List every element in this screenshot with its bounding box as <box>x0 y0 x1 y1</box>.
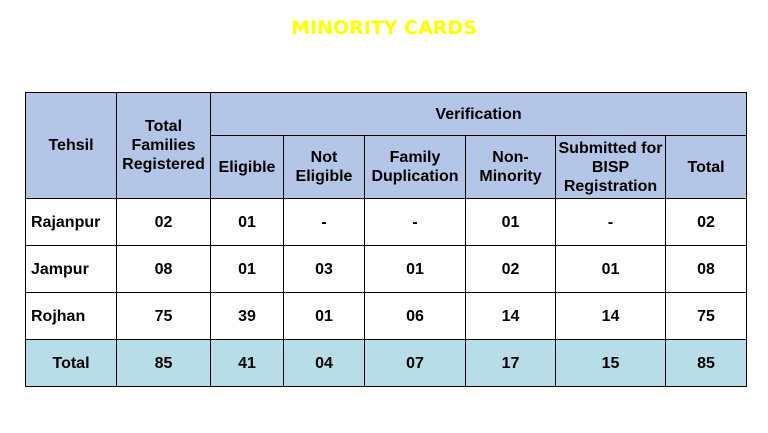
header-verification: Verification <box>211 93 747 136</box>
cell: 08 <box>666 246 747 293</box>
tehsil-cell: Rojhan <box>26 293 117 340</box>
cell: 01 <box>284 293 365 340</box>
cell: 15 <box>556 340 666 387</box>
cell: - <box>556 199 666 246</box>
table-row <box>26 199 747 246</box>
table-row <box>26 293 747 340</box>
cell: 02 <box>466 246 556 293</box>
table-row <box>26 246 747 293</box>
cell: 01 <box>556 246 666 293</box>
cell: 04 <box>284 340 365 387</box>
cell: 75 <box>117 293 211 340</box>
header-tehsil: Tehsil <box>26 93 117 199</box>
header-submitted-bisp: Submitted for BISP Registration <box>556 136 666 199</box>
cell: 08 <box>117 246 211 293</box>
cell: 39 <box>211 293 284 340</box>
tehsil-cell: Jampur <box>26 246 117 293</box>
cell: 02 <box>666 199 747 246</box>
cell: 14 <box>466 293 556 340</box>
cell: - <box>284 199 365 246</box>
header-row <box>26 93 747 136</box>
cell: 02 <box>117 199 211 246</box>
cell: 85 <box>117 340 211 387</box>
cell: 41 <box>211 340 284 387</box>
cell: 17 <box>466 340 556 387</box>
cell: 85 <box>666 340 747 387</box>
cell: 07 <box>365 340 466 387</box>
header-total-families: Total Families Registered <box>117 93 211 199</box>
header-family-duplication: Family Duplication <box>365 136 466 199</box>
cell: 75 <box>666 293 747 340</box>
header-non-minority: Non-Minority <box>466 136 556 199</box>
header-total: Total <box>666 136 747 199</box>
total-row <box>26 340 747 387</box>
header-eligible: Eligible <box>211 136 284 199</box>
cell: 14 <box>556 293 666 340</box>
cell: 01 <box>211 199 284 246</box>
cell: 01 <box>365 246 466 293</box>
minority-cards-table <box>25 92 747 387</box>
header-not-eligible: Not Eligible <box>284 136 365 199</box>
cell: 01 <box>466 199 556 246</box>
cell: - <box>365 199 466 246</box>
total-label: Total <box>26 340 117 387</box>
tehsil-cell: Rajanpur <box>26 199 117 246</box>
page-title: MINORITY CARDS <box>291 17 477 39</box>
cell: 03 <box>284 246 365 293</box>
cell: 06 <box>365 293 466 340</box>
cell: 01 <box>211 246 284 293</box>
